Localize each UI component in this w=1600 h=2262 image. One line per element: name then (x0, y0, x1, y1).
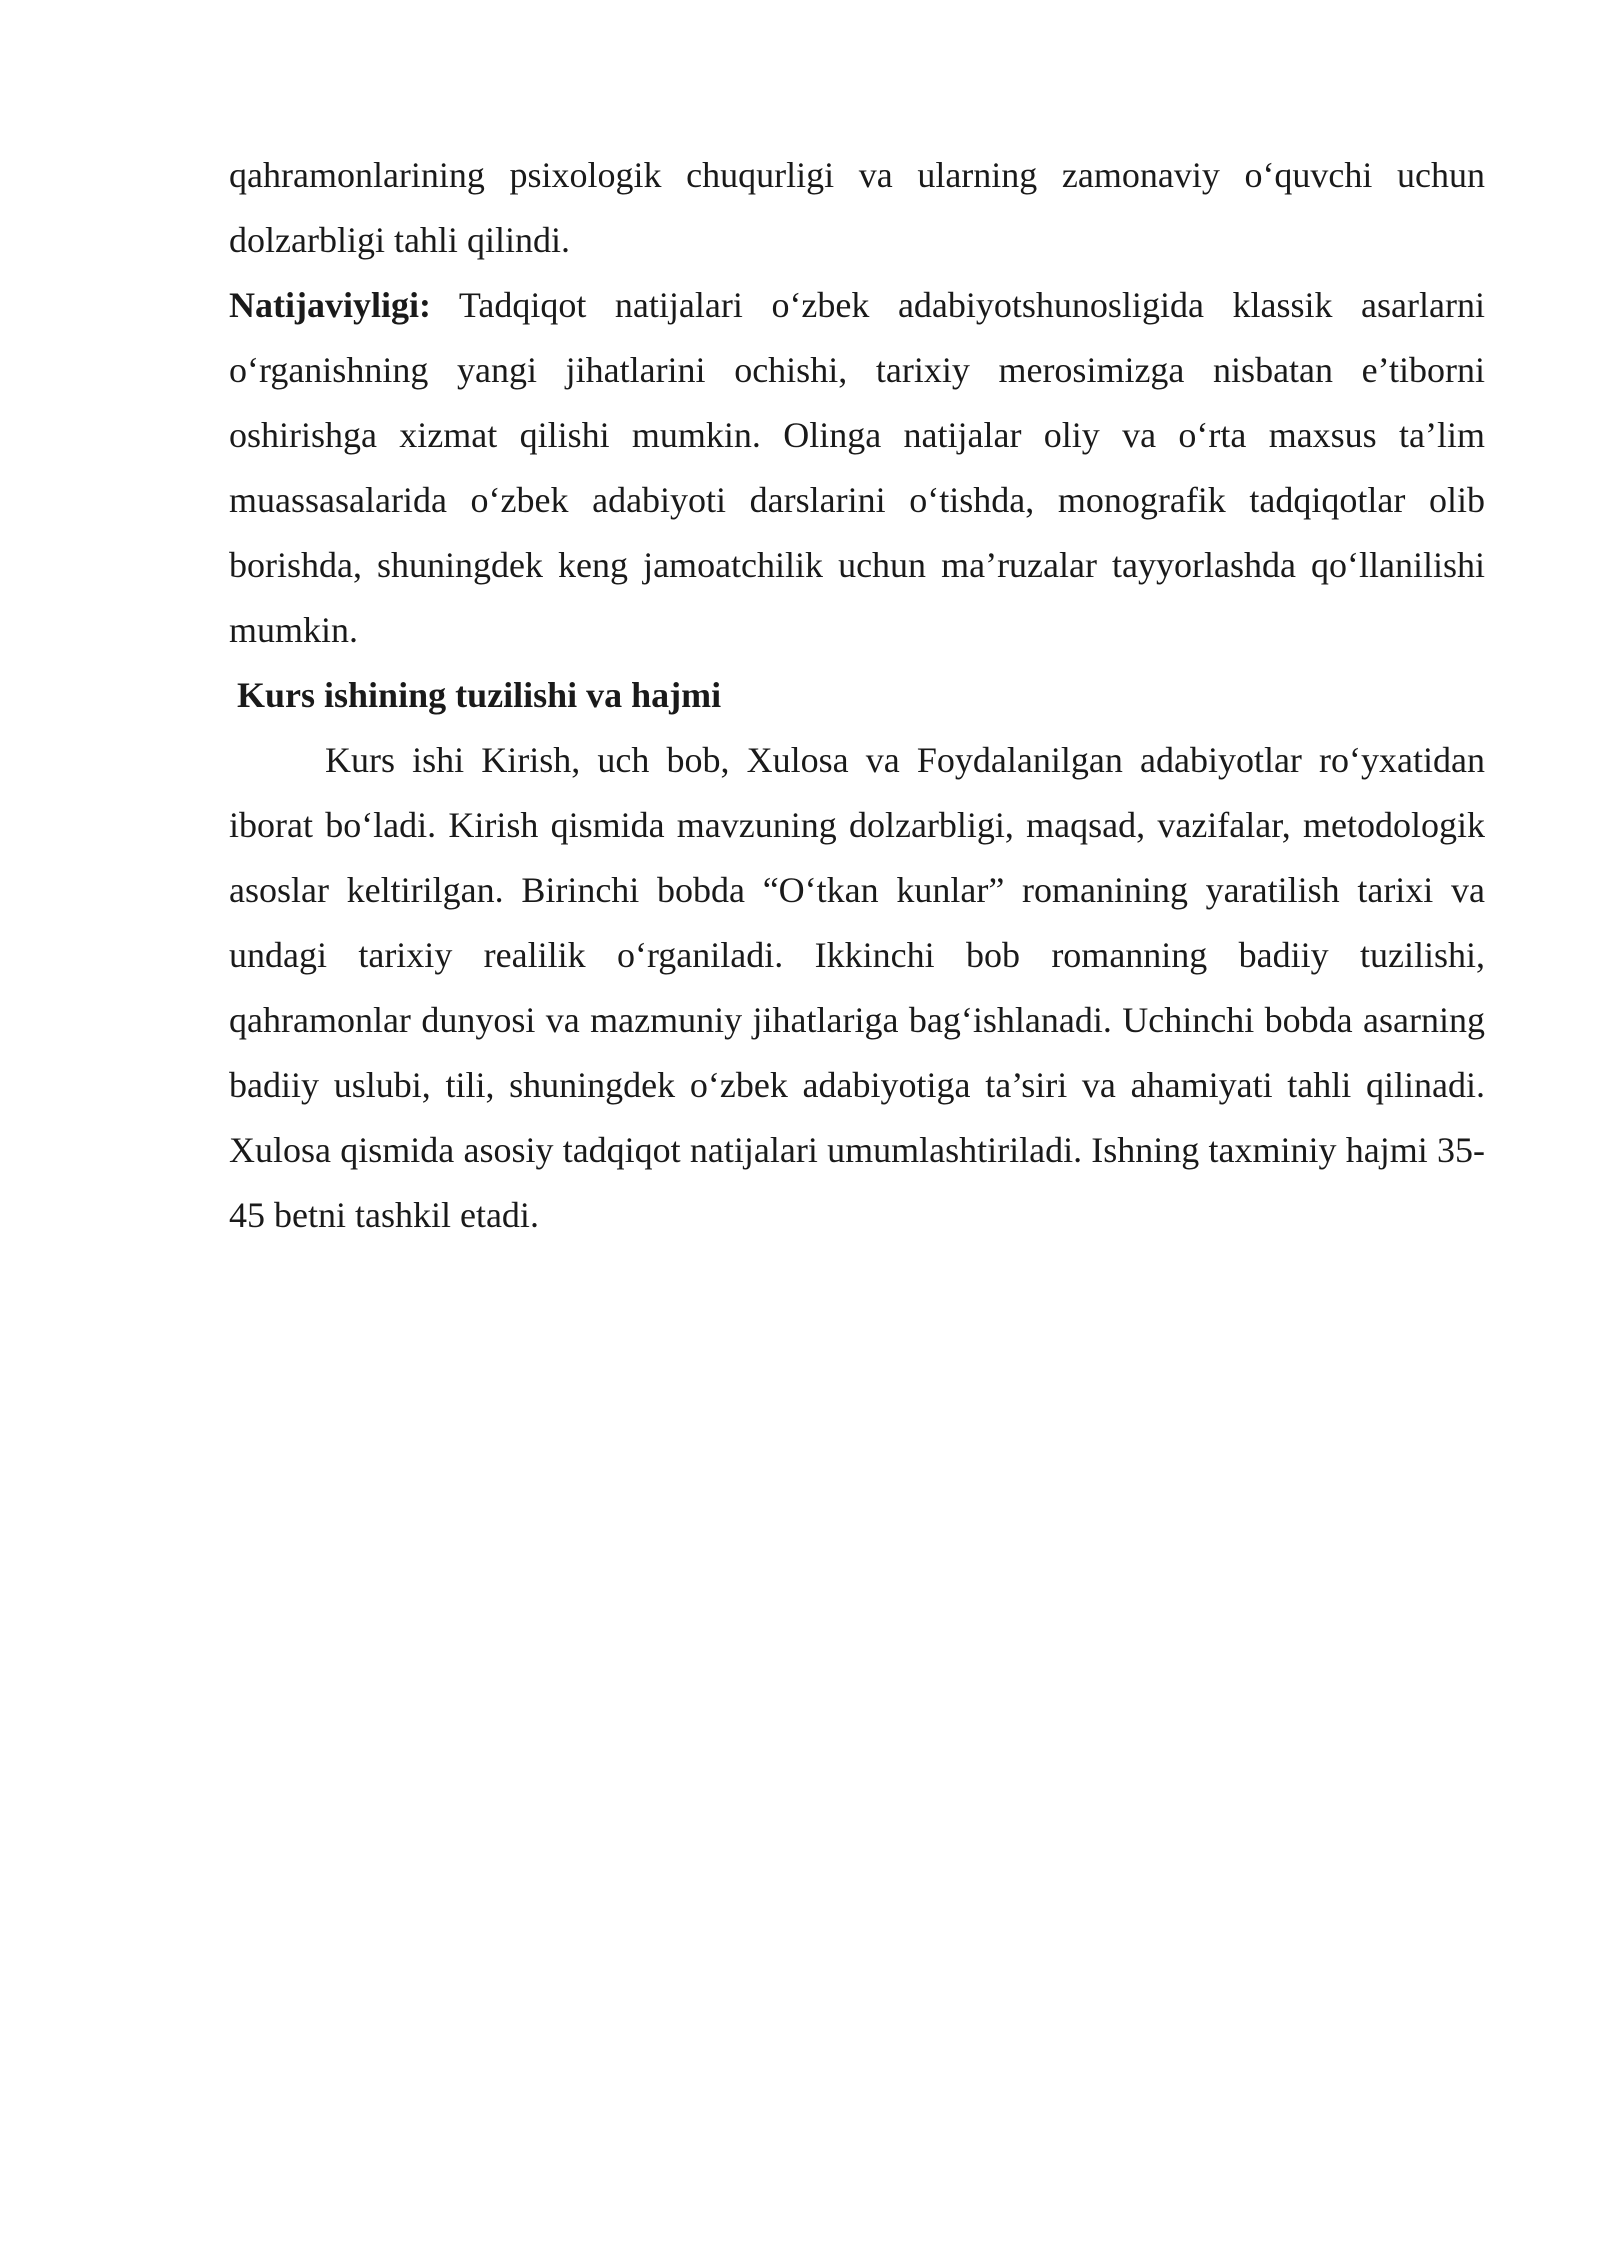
structure-paragraph: Kurs ishi Kirish, uch bob, Xulosa va Foydalanilgan adabiyotlar ro‘yxatidan iborat bo‘ladi. Kirish qismida mavzuning dolzarbligi, maqsad, vazifalar, metodologik asoslar keltirilgan. Birinchi bobda “O‘tkan kunlar” romanining yaratilish tarixi va undagi tarixiy realilik o‘rganiladi. Ikkinchi bob romanning badiiy tuzilishi, qahramonlar dunyosi va mazmuniy jihatlariga bag‘ishlanadi. Uchinchi bobda asarning badiiy uslubi, tili, shuningdek o‘zbek adabiyotiga ta’siri va ahamiyati tahli qilinadi. Xulosa qismida asosiy tadqiqot natijalari umumlashtiriladi. Ishning taxminiy hajmi 35-45 betni tashkil etadi. (229, 740, 1485, 1235)
results-paragraph (229, 273, 1485, 663)
results-text: Tadqiqot natijalari o‘zbek adabiyotshunosligida klassik asarlarni o‘rganishning yangi jihatlarini ochishi, tarixiy merosimizga nisbatan e’tiborni oshirishga xizmat qilishi mumkin. Olinga natijalar oliy va o‘rta maxsus ta’lim muassasalarida o‘zbek adabiyoti darslarini o‘tishda, monografik tadqiqotlar olib borishda, shuningdek keng jamoatchilik uchun ma’ruzalar tayyorlashda qo‘llanilishi mumkin. (229, 285, 1485, 650)
paragraph-continuation: qahramonlarining psixologik chuqurligi va ularning zamonaviy o‘quvchi uchun dolzarbligi tahli qilindi. (229, 155, 1485, 260)
results-label: Natijaviyligi: (229, 285, 431, 325)
page-content (229, 143, 1485, 1248)
section-heading: Kurs ishining tuzilishi va hajmi (237, 675, 722, 715)
